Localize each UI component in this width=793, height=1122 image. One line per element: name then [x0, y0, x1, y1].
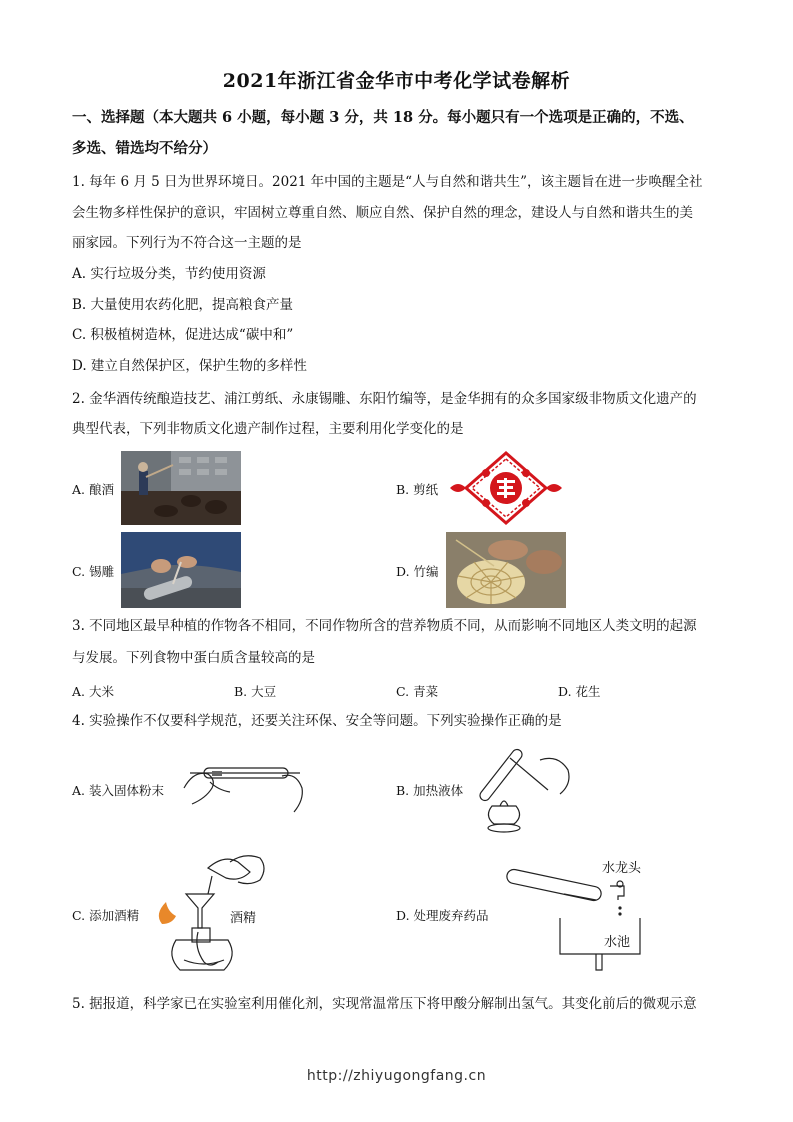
q2-stem-line1: 2. 金华酒传统酿造技艺、浦江剪纸、永康锡雕、东阳竹编等，是金华拥有的众多国家级非物质文化遗产的 [72, 391, 697, 407]
q4-option-b: B. 加热液体 [396, 783, 464, 798]
footer-url: http://zhiyugongfang.cn [306, 1068, 487, 1084]
q4-option-a: A. 装入固体粉末 [72, 783, 164, 798]
powder-loading-diagram [182, 748, 306, 818]
heating-liquid-diagram [470, 740, 574, 836]
section-heading-line2: 多选、错选均不给分） [72, 140, 217, 157]
q1-stem-line3: 丽家园。下列行为不符合这一主题的是 [72, 235, 302, 251]
page-title: 2021年浙江省金华市中考化学试卷解析 [222, 70, 571, 92]
alcohol-label: 酒精 [230, 911, 257, 926]
q3-option-d: D. 花生 [558, 684, 601, 699]
papercut-image [446, 451, 566, 525]
q2-stem-line2: 典型代表，下列非物质文化遗产制作过程，主要利用化学变化的是 [72, 421, 464, 437]
q4-stem-line1: 4. 实验操作不仅要科学规范，还要关注环保、安全等问题。下列实验操作正确的是 [72, 713, 562, 729]
q2-option-c: C. 锡雕 [72, 564, 115, 579]
q2-option-b: B. 剪纸 [396, 482, 439, 497]
bamboo-weaving-photo [446, 532, 566, 608]
q1-option-d: D. 建立自然保护区，保护生物的多样性 [72, 358, 307, 374]
q4-option-d: D. 处理废弃药品 [396, 908, 489, 923]
tin-carving-photo [121, 532, 241, 608]
q1-option-c: C. 积极植树造林，促进达成“碳中和” [72, 327, 294, 343]
q2-option-a: A. 酿酒 [72, 482, 114, 497]
q2-option-d: D. 竹编 [396, 564, 439, 579]
q1-option-b: B. 大量使用农药化肥，提高粮食产量 [72, 297, 294, 313]
q3-option-c: C. 青菜 [396, 684, 439, 699]
q5-stem-line1: 5. 据报道，科学家已在实验室利用催化剂，实现常温常压下将甲酸分解制出氢气。其变化前后的微观示意 [72, 996, 697, 1012]
sink-label: 水池 [604, 935, 631, 950]
q1-option-a: A. 实行垃圾分类，节约使用资源 [72, 266, 266, 282]
waste-disposal-diagram [504, 850, 656, 974]
q1-stem-line2: 会生物多样性保护的意识，牢固树立尊重自然、顺应自然、保护自然的理念，建设人与自然和谐共生的美 [72, 205, 693, 221]
q1-stem-line1: 1. 每年 6 月 5 日为世界环境日。2021 年中国的主题是“人与自然和谐共生”，该主题旨在进一步唤醒全社 [72, 174, 703, 190]
q4-option-c: C. 添加酒精 [72, 908, 140, 923]
faucet-label: 水龙头 [602, 861, 642, 876]
adding-alcohol-diagram [148, 848, 276, 980]
section-heading-line1: 一、选择题（本大题共 6 小题，每小题 3 分，共 18 分。每小题只有一个选项是正确的，不选、 [72, 109, 694, 126]
q3-stem-line2: 与发展。下列食物中蛋白质含量较高的是 [72, 650, 315, 666]
q3-stem-line1: 3. 不同地区最早种植的作物各不相同，不同作物所含的营养物质不同，从而影响不同地区人类文明的起源 [72, 618, 697, 634]
q3-option-b: B. 大豆 [234, 684, 277, 699]
brewing-photo [121, 451, 241, 525]
q3-option-a: A. 大米 [72, 684, 114, 699]
